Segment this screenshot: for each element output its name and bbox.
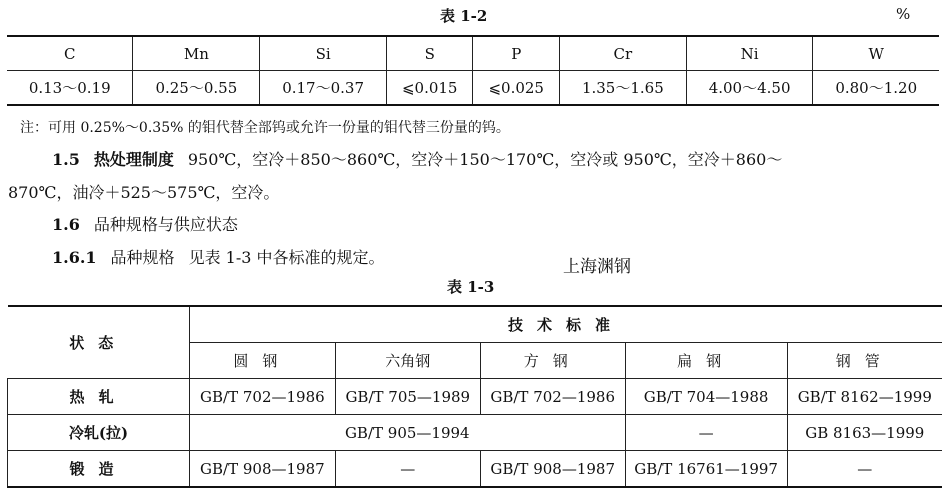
table-cell: GB/T 704—1988	[625, 379, 787, 415]
section-1-5	[52, 147, 782, 170]
tech-standard-header: 技术标准	[189, 306, 942, 343]
table-row	[8, 379, 943, 415]
table-cell: GB/T 908—1987	[189, 451, 335, 488]
table-cell-merged: GB/T 905—1994	[189, 415, 625, 451]
header-si: Si	[260, 36, 387, 71]
header-mn: Mn	[133, 36, 260, 71]
value-cr: 1.35～1.65	[559, 71, 686, 106]
table-cell: —	[335, 451, 480, 488]
table-1-2-unit: %	[896, 5, 911, 23]
section-title: 品种规格与供应状态	[93, 215, 238, 234]
table-cell: GB/T 702—1986	[480, 379, 625, 415]
value-si: 0.17～0.37	[260, 71, 387, 106]
header-ni: Ni	[686, 36, 813, 71]
header-w: W	[813, 36, 939, 71]
col-flat-steel: 扁钢	[625, 343, 787, 379]
section-1-5-continued: 870℃，油冷＋525～575℃，空冷。	[8, 183, 280, 202]
section-number: 1.6.1	[52, 248, 97, 267]
composition-header-row	[7, 36, 939, 71]
table-note: 注：可用 0.25%～0.35% 的钼代替全部钨或允许一份量的钼代替三份量的钨。	[20, 120, 510, 136]
section-title: 品种规格	[110, 248, 175, 267]
value-mn: 0.25～0.55	[133, 71, 260, 106]
row-state: 锻造	[8, 451, 190, 488]
header-p: P	[473, 36, 560, 71]
section-1-6	[52, 212, 238, 235]
table-row	[8, 415, 943, 451]
value-s: ⩽0.015	[386, 71, 473, 106]
table-cell: GB/T 908—1987	[480, 451, 625, 488]
header-cr: Cr	[559, 36, 686, 71]
table-cell: GB/T 702—1986	[189, 379, 335, 415]
section-1-6-1	[52, 245, 385, 268]
col-square-steel: 方钢	[480, 343, 625, 379]
header-c: C	[7, 36, 133, 71]
table-cell: GB 8163—1999	[787, 415, 942, 451]
state-header: 状态	[8, 306, 190, 379]
section-number: 1.5	[52, 150, 80, 169]
table-cell: —	[787, 451, 942, 488]
standards-header-row	[8, 306, 943, 343]
table-row	[8, 451, 943, 488]
table-cell: GB/T 8162—1999	[787, 379, 942, 415]
header-s: S	[386, 36, 473, 71]
table-cell: —	[625, 415, 787, 451]
row-state: 冷轧(拉)	[8, 415, 190, 451]
table-cell: GB/T 16761—1997	[625, 451, 787, 488]
table-1-2-caption: 表 1-2	[440, 7, 488, 25]
section-number: 1.6	[52, 215, 80, 234]
watermark: 上海渊钢	[563, 257, 631, 277]
value-c: 0.13～0.19	[7, 71, 133, 106]
composition-value-row	[7, 71, 939, 106]
section-title: 热处理制度	[93, 150, 174, 169]
section-text: 950℃，空冷＋850～860℃，空冷＋150～170℃，空冷或 950℃，空冷＋860～	[187, 150, 783, 169]
composition-table	[7, 35, 939, 106]
section-text: 见表 1-3 中各标准的规定。	[188, 248, 385, 267]
row-state: 热轧	[8, 379, 190, 415]
table-cell: GB/T 705—1989	[335, 379, 480, 415]
col-round-steel: 圆钢	[189, 343, 335, 379]
table-1-3-caption: 表 1-3	[447, 278, 495, 296]
value-p: ⩽0.025	[473, 71, 560, 106]
standards-table	[7, 305, 942, 488]
value-ni: 4.00～4.50	[686, 71, 813, 106]
col-steel-pipe: 钢管	[787, 343, 942, 379]
value-w: 0.80～1.20	[813, 71, 939, 106]
col-hex-steel: 六角钢	[335, 343, 480, 379]
